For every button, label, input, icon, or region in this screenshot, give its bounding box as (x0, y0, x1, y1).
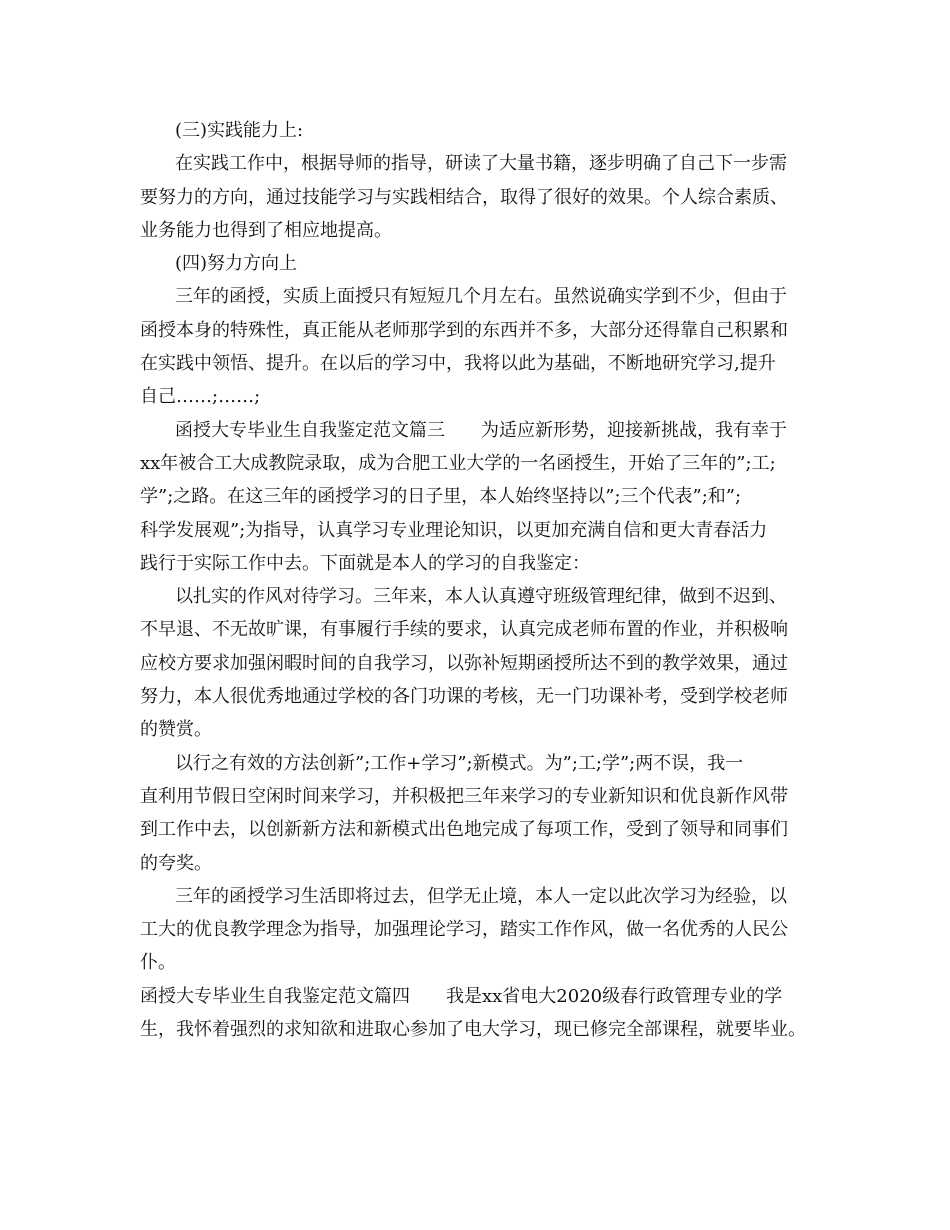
text-line (0, 247, 950, 280)
text-line-content: 的夸奖。 (140, 852, 212, 874)
text-line (0, 214, 950, 247)
text-line (0, 647, 950, 680)
text-line (0, 847, 950, 880)
text-line (0, 380, 950, 413)
document-body (0, 114, 950, 1046)
text-line-content: 函授大专毕业生自我鉴定范文篇三 为适应新形势，迎接新挑战，我有幸于 (175, 419, 787, 441)
text-line-content: 学”;之路。在这三年的函授学习的日子里，本人始终坚持以”;三个代表”;和”; (140, 486, 742, 508)
text-line (0, 813, 950, 846)
text-line-content: 直利用节假日空闲时间来学习，并积极把三年来学习的专业新知识和优良新作风带 (140, 785, 788, 807)
text-line-content: 应校方要求加强闲暇时间的自我学习，以弥补短期函授所达不到的教学效果，通过 (140, 652, 788, 674)
text-line-content: 践行于实际工作中去。下面就是本人的学习的自我鉴定： (140, 552, 590, 574)
text-line (0, 514, 950, 547)
text-line-content: 到工作中去，以创新新方法和新模式出色地完成了每项工作，受到了领导和同事们 (140, 819, 788, 841)
text-line-content: 努力，本人很优秀地通过学校的各门功课的考核，无一门功课补考，受到学校老师 (140, 686, 788, 708)
text-line (0, 747, 950, 780)
text-line-content: 要努力的方向，通过技能学习与实践相结合，取得了很好的效果。个人综合素质、 (140, 186, 788, 208)
text-line-content: 三年的函授学习生活即将过去，但学无止境，本人一定以此次学习为经验，以 (175, 885, 787, 907)
text-line-content: 的赞赏。 (140, 719, 212, 741)
text-line (0, 114, 950, 147)
text-line (0, 414, 950, 447)
text-line-content: 工大的优良教学理念为指导，加强理论学习，踏实工作作风，做一名优秀的人民公 (140, 919, 788, 941)
text-line-content: 生，我怀着强烈的求知欲和进取心参加了电大学习，现已修完全部课程，就要毕业。 (140, 1019, 806, 1041)
text-line-content: 以扎实的作风对待学习。三年来，本人认真遵守班级管理纪律，做到不迟到、 (175, 586, 787, 608)
text-line (0, 280, 950, 313)
text-line-content: 不早退、不无故旷课，有事履行手续的要求，认真完成老师布置的作业，并积极响 (140, 619, 788, 641)
text-line (0, 880, 950, 913)
text-line-content: 仆。 (140, 952, 176, 974)
text-line-content: 函授本身的特殊性，真正能从老师那学到的东西并不多，大部分还得靠自己积累和 (140, 319, 788, 341)
text-line-content: 在实践工作中，根据导师的指导，研读了大量书籍，逐步明确了自己下一步需 (175, 153, 787, 175)
text-line (0, 913, 950, 946)
text-line (0, 680, 950, 713)
text-line (0, 447, 950, 480)
text-line (0, 480, 950, 513)
text-line (0, 580, 950, 613)
text-line-content: 函授大专毕业生自我鉴定范文篇四 我是xx省电大2020级春行政管理专业的学 (140, 985, 783, 1007)
text-line (0, 946, 950, 979)
text-line (0, 314, 950, 347)
text-line-content: 以行之有效的方法创新”;工作+学习”;新模式。为”;工;学”;两不误，我一 (175, 752, 744, 774)
text-line (0, 780, 950, 813)
text-line-content: (三)实践能力上: (175, 120, 304, 141)
text-line (0, 613, 950, 646)
text-line-content: 在实践中领悟、提升。在以后的学习中，我将以此为基础，不断地研究学习,提升 (140, 353, 776, 375)
text-line (0, 147, 950, 180)
text-line (0, 980, 950, 1013)
text-line-content: 三年的函授，实质上面授只有短短几个月左右。虽然说确实学到不少，但由于 (175, 286, 787, 308)
text-line (0, 347, 950, 380)
text-line (0, 713, 950, 746)
text-line (0, 181, 950, 214)
text-line-content: 科学发展观”;为指导，认真学习专业理论知识，以更加充满自信和更大青春活力 (140, 519, 768, 541)
text-line-content: 业务能力也得到了相应地提高。 (140, 219, 392, 241)
text-line (0, 547, 950, 580)
text-line (0, 1013, 950, 1046)
text-line-content: 自己……;……; (140, 386, 261, 408)
text-line-content: xx年被合工大成教院录取，成为合肥工业大学的一名函授生，开始了三年的”;工; (140, 452, 776, 474)
text-line-content: (四)努力方向上 (175, 253, 298, 275)
